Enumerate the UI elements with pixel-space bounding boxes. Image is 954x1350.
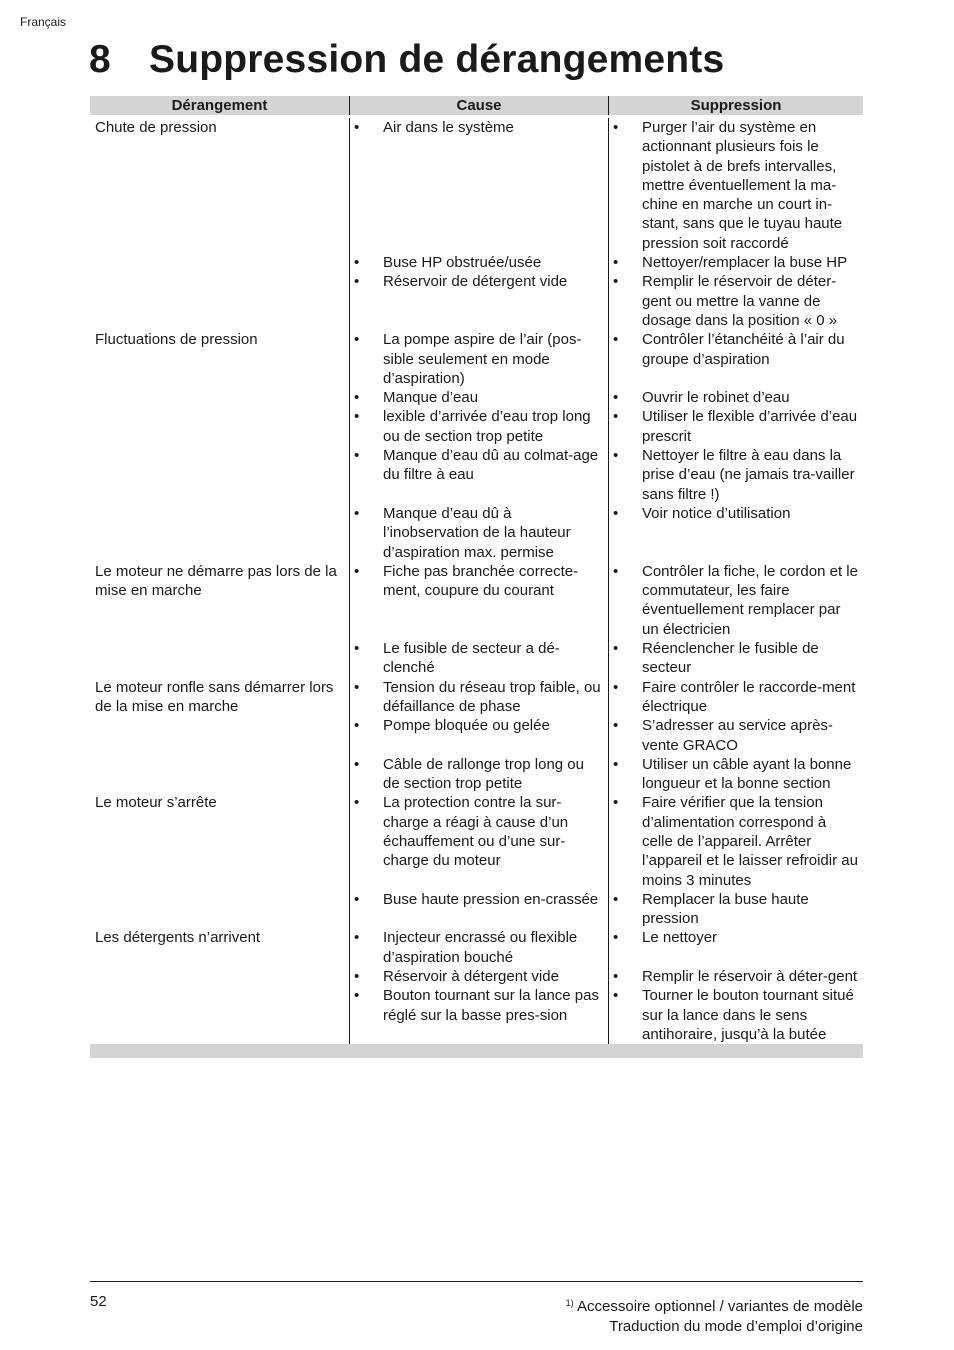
remedy-item (613, 407, 861, 446)
remedy-text: Nettoyer le filtre à eau dans la prise d’eau (ne jamais tra-vailler sans filtre !) (642, 447, 855, 503)
table-row (90, 967, 863, 986)
fault-cell (90, 446, 349, 504)
cause-text: Air dans le système (383, 119, 514, 136)
cause-cell (349, 562, 608, 639)
remedy-item (613, 928, 861, 947)
bullet-icon: • (613, 717, 619, 735)
bullet-icon: • (354, 447, 360, 465)
remedy-item (613, 678, 861, 717)
cause-cell (349, 330, 608, 388)
fault-cell: Chute de pression (95, 119, 217, 136)
fault-cell: Le moteur s’arrête (95, 794, 217, 812)
remedy-item (613, 986, 861, 1044)
bullet-icon: • (354, 794, 360, 812)
bullet-icon: • (354, 968, 360, 986)
cause-text: Le fusible de secteur a dé-clenché (383, 640, 560, 677)
fault-cell (90, 755, 349, 794)
bullet-icon: • (354, 562, 360, 580)
fault-cell: Les détergents n’arrivent (95, 929, 261, 947)
cause-text: Bouton tournant sur la lance pas réglé sur la basse pres-sion (383, 987, 599, 1024)
cause-cell (349, 986, 608, 1044)
table-row (90, 253, 863, 272)
fault-cell (90, 967, 349, 986)
table-row (90, 678, 863, 717)
remedy-text: Voir notice d’utilisation (642, 504, 791, 522)
cause-cell (349, 678, 608, 717)
cause-cell (349, 639, 608, 678)
bullet-icon: • (354, 408, 360, 426)
bullet-icon: • (354, 389, 360, 407)
remedy-cell (608, 755, 863, 794)
footnote-mark: 1) (565, 1298, 574, 1308)
language-label: Français (20, 15, 67, 29)
remedy-text: Utiliser un câble ayant la bonne longueur et la bonne section (642, 755, 852, 793)
remedy-text: Nettoyer/remplacer la buse HP (642, 254, 848, 272)
remedy-item (613, 562, 861, 639)
cause-text: lexible d’arrivée d’eau trop long ou de section trop petite (383, 408, 591, 445)
page-title (89, 38, 724, 82)
bullet-icon: • (613, 929, 619, 947)
cause-item (354, 890, 602, 909)
bullet-icon: • (613, 987, 619, 1005)
cause-item (354, 928, 602, 967)
fault-cell (90, 388, 349, 407)
cause-item (354, 446, 602, 485)
cause-cell (349, 118, 608, 253)
cause-item (354, 678, 602, 717)
remedy-cell (608, 504, 863, 562)
cause-item (354, 388, 602, 407)
remedy-item (613, 253, 861, 272)
table-row (90, 388, 863, 407)
bullet-icon: • (354, 504, 360, 522)
table-body (90, 115, 863, 1044)
cause-item (354, 407, 602, 446)
bullet-icon: • (354, 254, 360, 272)
fault-cell (90, 407, 349, 446)
cause-cell (349, 407, 608, 446)
table-row (90, 272, 863, 330)
remedy-item (613, 388, 861, 407)
cause-item (354, 755, 602, 794)
bullet-icon: • (613, 408, 619, 426)
cause-item (354, 272, 602, 291)
remedy-cell (608, 716, 863, 755)
column-header-fault: Dérangement (171, 97, 268, 114)
remedy-text: Purger l’air du système en actionnant plusieurs fois le pistolet à de brefs intervalles, mettre éventuellement la ma-chine en marche un court in-stant, sans que le tuyau haute pression soit raccordé (642, 119, 843, 252)
cause-cell (349, 755, 608, 794)
remedy-item (613, 755, 861, 794)
bullet-icon: • (354, 331, 360, 349)
table-row (90, 716, 863, 755)
bullet-icon: • (613, 678, 619, 696)
remedy-text: Contrôler l’étanchéité à l’air du groupe d’aspiration (642, 331, 845, 368)
remedy-cell (608, 446, 863, 504)
cause-cell (349, 716, 608, 755)
fault-cell (90, 253, 349, 272)
footnote-text: Accessoire optionnel / variantes de modèle (577, 1298, 863, 1315)
remedy-cell (608, 562, 863, 639)
remedy-text: Tourner le bouton tournant situé sur la lance dans le sens antihoraire, jusqu’à la butée (642, 987, 854, 1043)
cause-cell (349, 890, 608, 929)
remedy-cell (608, 678, 863, 717)
bullet-icon: • (613, 389, 619, 407)
fault-cell (90, 890, 349, 929)
cause-item (354, 967, 602, 986)
remedy-cell (608, 118, 863, 253)
remedy-cell (608, 639, 863, 678)
remedy-cell (608, 272, 863, 330)
bullet-icon: • (354, 273, 360, 291)
remedy-text: Remplir le réservoir de déter-gent ou mettre la vanne de dosage dans la position « 0 » (642, 273, 838, 329)
remedy-cell (608, 330, 863, 388)
remedy-item (613, 118, 861, 253)
cause-cell (349, 388, 608, 407)
bullet-icon: • (354, 717, 360, 735)
fault-cell (90, 716, 349, 755)
fault-cell: Fluctuations de pression (95, 331, 258, 349)
bullet-icon: • (354, 929, 360, 947)
bullet-icon: • (613, 331, 619, 349)
cause-text: Manque d’eau dû au colmat-age du filtre à eau (383, 447, 599, 484)
cause-item (354, 253, 602, 272)
bullet-icon: • (613, 273, 619, 291)
bullet-icon: • (354, 119, 360, 136)
remedy-item (613, 890, 861, 929)
cause-text: La protection contre la sur-charge a réagi à cause d’un échauffement ou d’une sur-charge du moteur (383, 794, 569, 870)
fault-cell: Le moteur ronfle sans démarrer lors de la mise en marche (95, 678, 334, 715)
remedy-text: S’adresser au service après-vente GRACO (642, 717, 833, 754)
table-header-row (90, 96, 863, 115)
bullet-icon: • (354, 890, 360, 908)
remedy-item (613, 967, 861, 986)
cause-text: Réservoir à détergent vide (383, 968, 559, 986)
remedy-cell (608, 890, 863, 929)
table-row (90, 986, 863, 1044)
bullet-icon: • (354, 678, 360, 696)
table-row (90, 562, 863, 639)
remedy-cell (608, 967, 863, 986)
remedy-text: Contrôler la fiche, le cordon et le commutateur, les faire éventuellement remplacer par un électricien (642, 562, 858, 638)
remedy-item (613, 639, 861, 678)
cause-item (354, 562, 602, 601)
bullet-icon: • (354, 987, 360, 1005)
fault-cell (90, 639, 349, 678)
table-row (90, 755, 863, 794)
remedy-cell (608, 388, 863, 407)
cause-text: Buse HP obstruée/usée (383, 254, 542, 272)
translation-note: Traduction du mode d’emploi d’origine (609, 1318, 863, 1335)
cause-cell (349, 967, 608, 986)
cause-cell (349, 928, 608, 967)
table-row (90, 330, 863, 388)
cause-text: Fiche pas branchée correcte-ment, coupure du courant (383, 562, 579, 600)
table-row (90, 639, 863, 678)
cause-text: Pompe bloquée ou gelée (383, 717, 550, 735)
remedy-text: Remplir le réservoir à déter-gent (642, 968, 858, 986)
remedy-text: Le nettoyer (642, 929, 718, 947)
remedy-cell (608, 407, 863, 446)
cause-cell (349, 253, 608, 272)
footnote (566, 1293, 863, 1317)
cause-item (354, 793, 602, 870)
section-title: Suppression de dérangements (149, 38, 725, 81)
bullet-icon: • (613, 119, 619, 136)
bullet-icon: • (613, 447, 619, 465)
remedy-text: Réenclencher le fusible de secteur (642, 640, 819, 677)
cause-text: Manque d’eau (383, 389, 479, 407)
cause-text: Buse haute pression en-crassée (383, 890, 599, 908)
cause-text: Injecteur encrassé ou flexible d’aspiration bouché (383, 929, 578, 966)
troubleshooting-table (90, 96, 863, 1058)
remedy-item (613, 716, 861, 755)
cause-item (354, 118, 602, 137)
bullet-icon: • (613, 254, 619, 272)
cause-text: Tension du réseau trop faible, ou défaillance de phase (383, 678, 601, 715)
bullet-icon: • (613, 794, 619, 812)
table-row (90, 793, 863, 889)
remedy-item (613, 793, 861, 889)
page-number: 52 (90, 1293, 107, 1310)
cause-text: Câble de rallonge trop long ou de section trop petite (383, 755, 584, 793)
cause-cell (349, 272, 608, 330)
footer-notes (566, 1293, 863, 1337)
fault-cell: Le moteur ne démarre pas lors de la mise en marche (95, 562, 337, 600)
bullet-icon: • (613, 504, 619, 522)
cause-text: Manque d’eau dû à l’inobservation de la hauteur d’aspiration max. permise (383, 504, 571, 561)
remedy-text: Faire contrôler le raccorde-ment électrique (642, 678, 856, 715)
remedy-cell (608, 928, 863, 967)
bullet-icon: • (613, 640, 619, 658)
remedy-item (613, 272, 861, 330)
column-header-cause: Cause (349, 96, 608, 115)
table-row (90, 928, 863, 967)
remedy-cell (608, 253, 863, 272)
table-row (90, 446, 863, 504)
table-row (90, 504, 863, 562)
column-header-remedy: Suppression (608, 96, 863, 115)
cause-text: Réservoir de détergent vide (383, 273, 568, 291)
fault-cell (90, 504, 349, 562)
table-footer-bar (90, 1044, 863, 1058)
bullet-icon: • (613, 968, 619, 986)
remedy-text: Ouvrir le robinet d’eau (642, 389, 790, 407)
bullet-icon: • (354, 640, 360, 658)
bullet-icon: • (354, 755, 360, 773)
remedy-item (613, 446, 861, 504)
cause-item (354, 504, 602, 562)
table-row (90, 407, 863, 446)
cause-item (354, 330, 602, 388)
cause-item (354, 639, 602, 678)
cause-cell (349, 446, 608, 504)
cause-item (354, 986, 602, 1025)
remedy-item (613, 504, 861, 523)
cause-cell (349, 793, 608, 889)
bullet-icon: • (613, 562, 619, 580)
footer-divider (90, 1281, 863, 1282)
remedy-text: Faire vérifier que la tension d’alimentation correspond à celle de l’appareil. Arrêter l’appareil et le laisser refroidir au moins 3 minutes (642, 794, 858, 889)
section-number: 8 (89, 38, 111, 81)
cause-item (354, 716, 602, 735)
cause-text: La pompe aspire de l’air (pos-sible seulement en mode d’aspiration) (383, 331, 582, 387)
bullet-icon: • (613, 890, 619, 908)
remedy-cell (608, 986, 863, 1044)
fault-cell (90, 272, 349, 330)
fault-cell (90, 986, 349, 1044)
bullet-icon: • (613, 755, 619, 773)
remedy-text: Utiliser le flexible d’arrivée d’eau prescrit (642, 408, 858, 445)
table-row (90, 118, 863, 253)
cause-cell (349, 504, 608, 562)
remedy-cell (608, 793, 863, 889)
remedy-item (613, 330, 861, 369)
table-row (90, 890, 863, 929)
remedy-text: Remplacer la buse haute pression (642, 890, 809, 928)
